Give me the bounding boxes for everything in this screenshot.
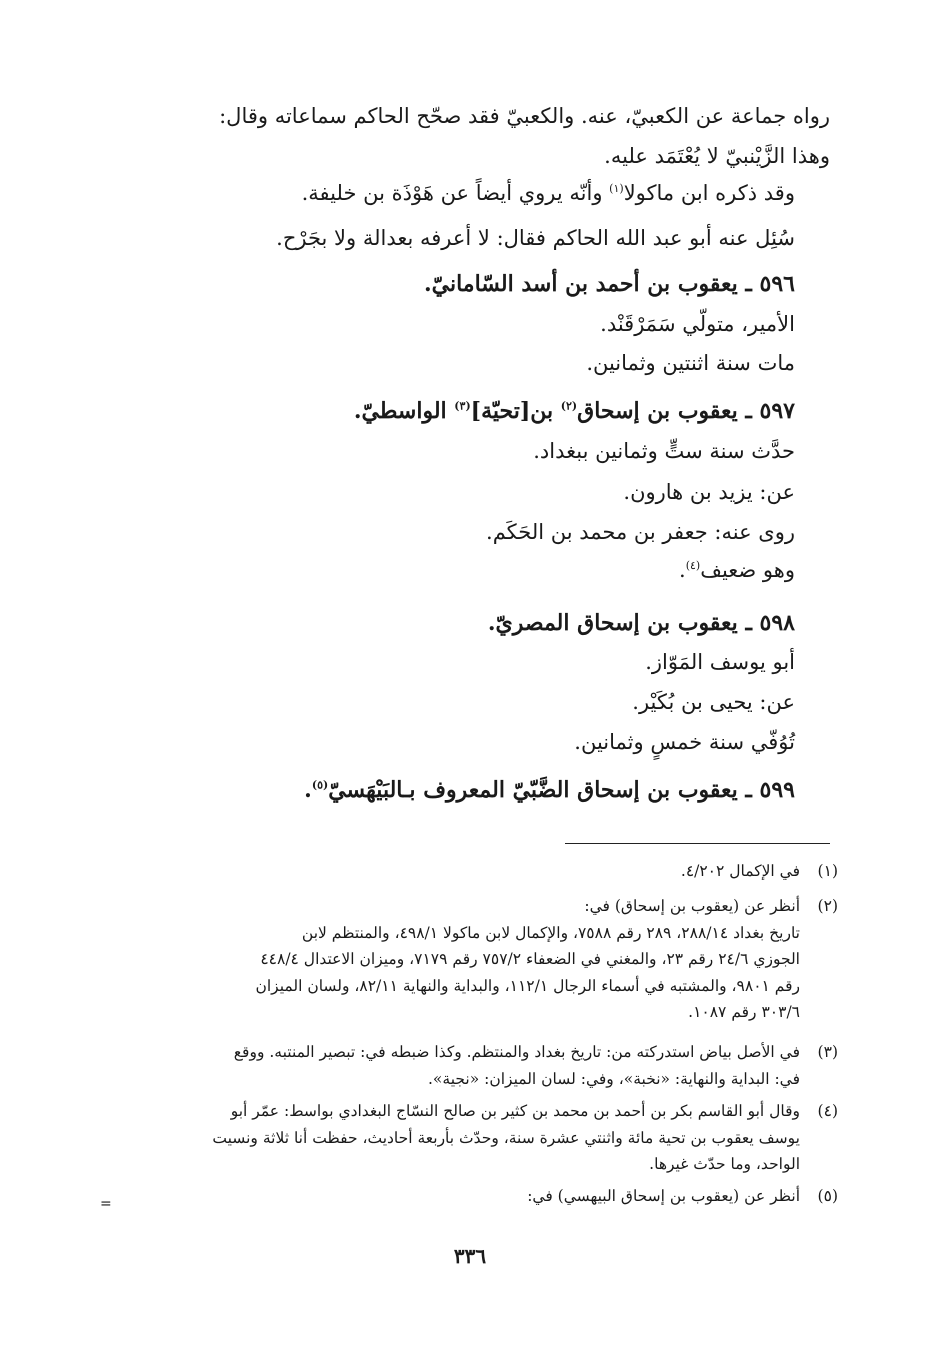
footnote-1	[108, 858, 838, 885]
body-line: حدَّث سنة ستٍّ وثمانين ببغداد.	[533, 439, 795, 463]
footnote-4	[108, 1098, 838, 1178]
footnote-2	[108, 893, 838, 1026]
footnote-line: الواحد، وما حدّث غيرها.	[649, 1155, 800, 1173]
body-line: أبو يوسف المَوّاز.	[645, 650, 795, 674]
entry-title-596: ٥٩٦ ـ يعقوب بن أحمد بن أسد السّامانيّ.	[423, 271, 795, 297]
continuation-mark: =	[100, 1196, 112, 1212]
page-number: ٣٣٦	[453, 1244, 487, 1268]
footnote-line: في الإكمال ٤/٢٠٢.	[680, 862, 800, 880]
footnote-ref: (٥)	[311, 778, 329, 792]
footnote-ref: (٣)	[454, 399, 471, 413]
body-line: وقد ذكره ابن ماكولا$^{(١)}$ وأنّه يروي أيضاً عن هَوْذَة بن خليفة.	[301, 181, 795, 205]
body-line: الأمير، متولّي سَمَرْقَنْد.	[600, 312, 795, 336]
footnote-line: يوسف يعقوب بن تحية مائة واثنتي عشرة سنة، وحدّث بأربعة أحاديث، حفظت أنا ثلاثة ونسيت	[212, 1128, 800, 1147]
footnote-line: وقال أبو القاسم بكر بن أحمد بن محمد بن كثير بن صالح النسّاج البغدادي بواسط: عمّر أبو	[230, 1102, 800, 1120]
footnote-number: (٣)	[817, 1043, 838, 1061]
footnote-number: (١)	[817, 862, 838, 880]
entry-title-597: ٥٩٧ ـ يعقوب بن إسحاق$^{(٢)}$ بن[تحيّة]$^{(٣)}$ الواسطيّ.	[353, 398, 795, 424]
body-line: عن: يزيد بن هارون.	[623, 480, 795, 504]
footnote-line: الجوزي ٢٤/٦ رقم ٢٣، والمغني في الضعفاء ٧٥٧/٢ رقم ٧١٧٩، وميزان الاعتدال ٤٤٨/٤	[260, 950, 800, 968]
footnote-number: (٤)	[817, 1102, 838, 1120]
body-line: رواه جماعة عن الكعبيّ، عنه. والكعبيّ فقد صحّح الحاكم سماعاته وقال:	[219, 104, 830, 128]
footnote-ref: (٢)	[560, 399, 578, 413]
entry-title-598: ٥٩٨ ـ يعقوب بن إسحاق المصريّ.	[487, 610, 795, 636]
footnote-line: في الأصل بياض استدركته من: تاريخ بغداد والمنتظم. وكذا ضبطه في: تبصير المنتبه. ووقع	[233, 1043, 800, 1061]
footnote-number: (٢)	[817, 897, 838, 915]
entry-title-599: ٥٩٩ ـ يعقوب بن إسحاق الضَّبّيّ المعروف بـالبَيْهَسيّ$^{(٥)}$.	[304, 777, 795, 803]
body-line: عن: يحيى بن بُكَيْر.	[632, 690, 795, 714]
footnote-line: ٣٠٣/٦ رقم ١٠٨٧.	[688, 1003, 800, 1021]
footnote-separator	[565, 843, 830, 844]
body-line: مات سنة اثنتين وثمانين.	[586, 351, 795, 375]
footnote-ref: (٤)	[685, 559, 701, 572]
footnote-line: رقم ٩٨٠١، والمشتبه في أسماء الرجال ١١٢/١، والبداية والنهاية ٨٢/١١، ولسان الميزان	[255, 976, 800, 995]
footnote-3	[108, 1039, 838, 1092]
footnote-line: تاريخ بغداد ٢٨٨/١٤، ٢٨٩ رقم ٧٥٨٨، والإكمال لابن ماكولا ٤٩٨/١، والمنتظم لابن	[301, 923, 800, 942]
body-line: روى عنه: جعفر بن محمد بن الحَكَم.	[486, 520, 795, 544]
footnote-line: أنظر عن (يعقوب بن إسحاق) في:	[584, 897, 800, 915]
body-line: سُئِل عنه أبو عبد الله الحاكم فقال: لا أعرفه بعدالة ولا بجَرْح.	[276, 226, 795, 250]
footnote-number: (٥)	[817, 1187, 838, 1205]
footnote-ref: (١)	[609, 182, 624, 195]
body-line: وهو ضعيف$^{(٤)}$.	[679, 558, 795, 582]
footnote-line: في: البداية والنهاية: «نخبة»، وفي: لسان الميزان: «نجية».	[427, 1069, 800, 1088]
body-line: تُوُفّي سنة خمسٍ وثمانين.	[574, 730, 795, 754]
body-line: وهذا الزَّيْنبيّ لا يُعْتَمَد عليه.	[604, 144, 830, 168]
footnote-5	[108, 1183, 838, 1210]
footnote-line: أنظر عن (يعقوب بن إسحاق البيهسي) في:	[527, 1187, 800, 1205]
